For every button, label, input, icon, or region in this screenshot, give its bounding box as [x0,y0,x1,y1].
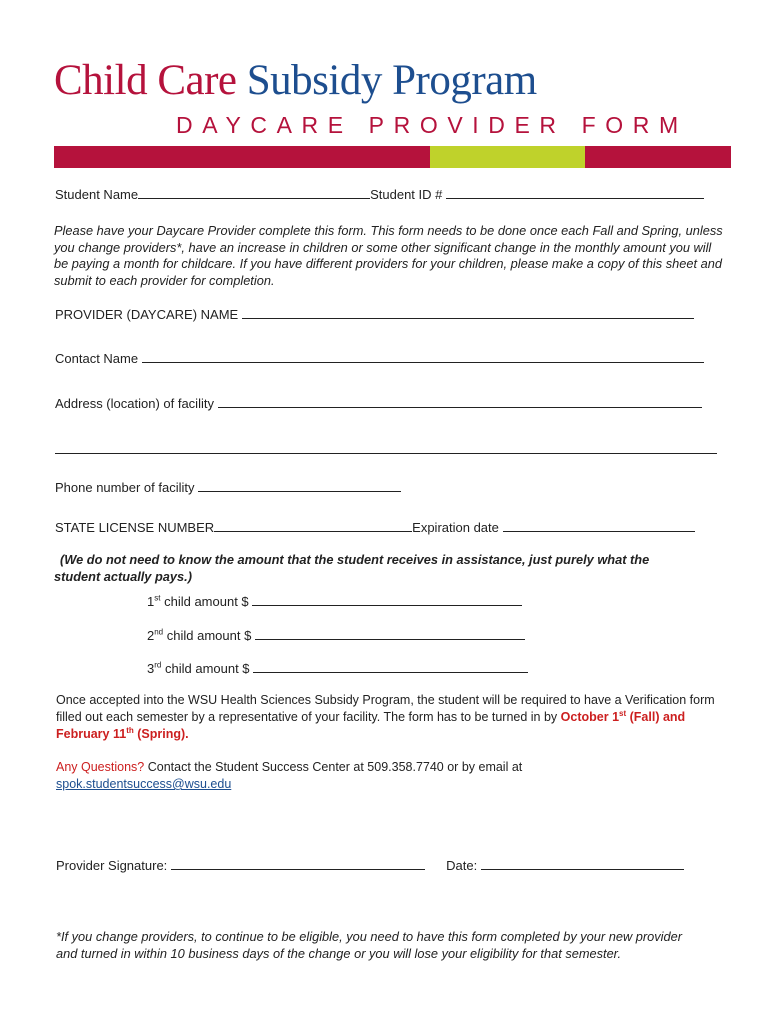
address-line [55,395,702,411]
license-line [55,519,695,535]
deadline-2-rest: (Spring). [133,727,189,741]
title-part-2: Subsidy Program [246,57,537,104]
questions-text: Contact the Student Success Center at 509.358.7740 or by email at [144,760,523,774]
verification-text: Once accepted into the WSU Health Sciences Subsidy Program, the student will be required to have a Verification form filled out each semester by a representative of your facility. The form has to be turned in by [56,693,715,724]
child-3-label: child amount $ [164,661,250,676]
page-title [54,56,537,105]
title-part-1: Child Care [54,57,237,104]
header-accent-block [430,146,585,168]
address-field[interactable] [218,395,702,408]
child-1-amount-field[interactable] [252,593,522,606]
phone-field[interactable] [198,479,401,492]
signature-field[interactable] [171,857,425,870]
child-3-suffix: rd [154,660,162,670]
student-line [55,186,704,202]
provider-name-field[interactable] [242,306,694,319]
child-1-label: child amount $ [164,594,249,609]
address-field-line-2[interactable] [55,453,717,454]
child-1-number: 1 [147,594,155,609]
student-name-label: Student Name [55,187,139,202]
phone-label: Phone number of facility [55,480,195,495]
child-2-label: child amount $ [166,628,252,643]
license-label: STATE LICENSE NUMBER [55,520,215,535]
child-1-suffix: st [154,593,161,603]
contact-name-label: Contact Name [55,351,139,366]
contact-name-line [55,350,704,366]
deadline-1-text: October 1 [560,710,620,724]
questions-paragraph [56,759,726,793]
child-amount-2-line [147,627,525,643]
provider-name-line [55,306,694,322]
deadline-2-text: (Fall) and February 11 [56,710,686,741]
student-id-label: Student ID # [370,187,443,202]
form-subtitle: DAYCARE PROVIDER FORM [176,112,688,138]
questions-label: Any Questions? [56,760,145,774]
student-name-field[interactable] [138,186,370,199]
contact-name-field[interactable] [142,350,704,363]
child-2-number: 2 [147,628,155,643]
deadline-1-suffix: st [619,708,627,718]
footnote: *If you change providers, to continue to be eligible, you need to have this form completed by your new provider and turned in within 10 business days of the change or you will lose your eligibility for that semester. [56,929,682,961]
child-3-amount-field[interactable] [253,660,528,673]
intro-paragraph: Please have your Daycare Provider complete this form. This form needs to be done once each Fall and Spring, unless you change providers*, have an increase in children or some other significant change in the monthly amount you will be paying a month for childcare. If you have different providers for your children, please make a copy of this sheet and submit to each provider for completion. [54,223,723,288]
child-amount-3-line [147,660,528,676]
signature-date-field[interactable] [481,857,684,870]
child-amount-1-line [147,593,522,609]
child-3-number: 3 [147,661,155,676]
deadline-2-suffix: th [126,725,134,735]
child-2-amount-field[interactable] [255,627,525,640]
expiration-label: Expiration date [412,520,499,535]
signature-line [56,857,684,873]
address-label: Address (location) of facility [55,396,214,411]
license-field[interactable] [214,519,412,532]
student-id-field[interactable] [446,186,704,199]
provider-name-label: PROVIDER (DAYCARE) NAME [55,307,239,322]
phone-line [55,479,401,495]
expiration-field[interactable] [503,519,695,532]
signature-label: Provider Signature: [56,858,168,873]
contact-email-link[interactable]: spok.studentsuccess@wsu.edu [56,777,232,791]
child-2-suffix: nd [154,627,164,637]
header-color-bar [54,146,731,168]
assistance-note: (We do not need to know the amount that the student receives in assistance, just purely what the student actually pays.) [54,552,650,584]
verification-paragraph [56,692,726,743]
signature-date-label: Date: [446,858,478,873]
